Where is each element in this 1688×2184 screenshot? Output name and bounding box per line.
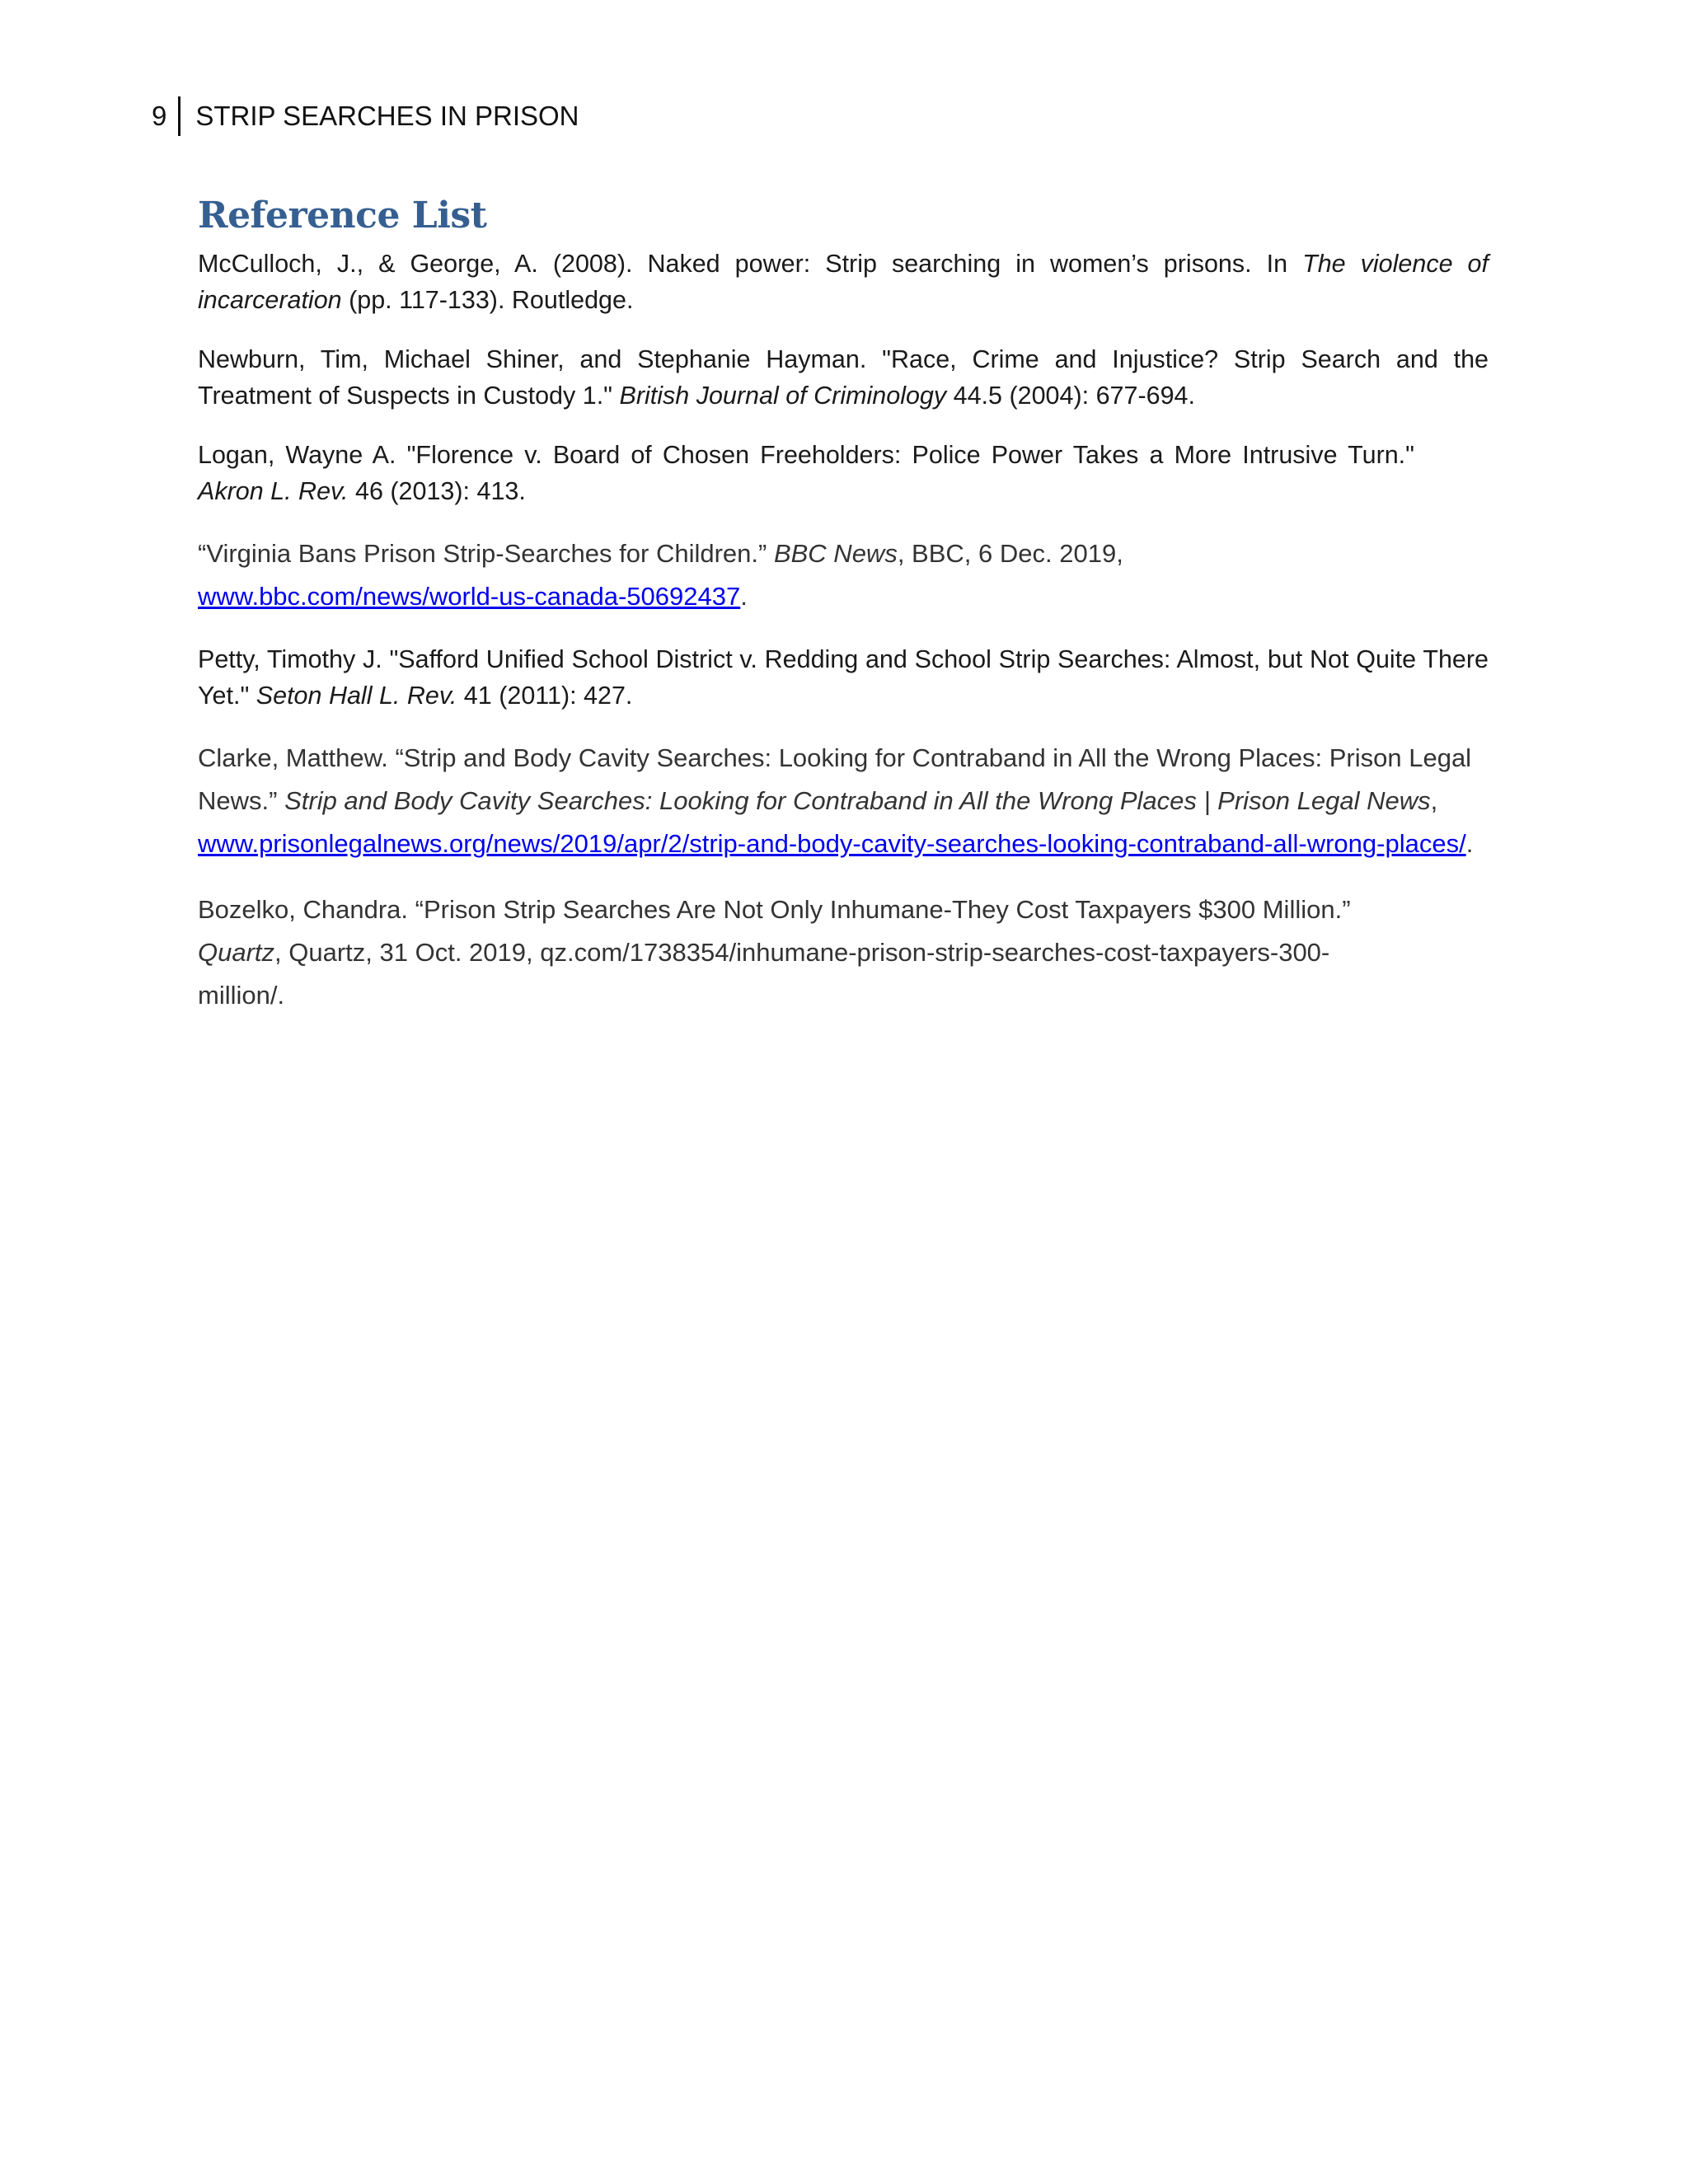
reference-link-bbc[interactable]: www.bbc.com/news/world-us-canada-50692437 [198,582,741,611]
reference-petty: Petty, Timothy J. "Safford Unified School District v. Redding and School Strip Searches: Almost, but Not Quite There Yet." Seton Hall L. Rev. 41 (2011): 427. [198,645,1489,710]
reference-logan: Logan, Wayne A. "Florence v. Board of Chosen Freeholders: Police Power Takes a More Intrusive Turn." Akron L. Rev. 46 (2013): 413. [198,441,1414,505]
reference-newburn: Newburn, Tim, Michael Shiner, and Stephanie Hayman. "Race, Crime and Injustice? Strip Search and the Treatment of Suspects in Custody 1." British Journal of Criminology 44.5 (2004): 677-694. [198,345,1489,410]
page-number: 9 [152,101,167,131]
reference-bozelko: Bozelko, Chandra. “Prison Strip Searches Are Not Only Inhumane-They Cost Taxpayers $300 Million.” Quartz, Quartz, 31 Oct. 2019, qz.com/1738354/inhumane-prison-strip-searches-cost-taxpayers-300-million/. [198,895,1351,1010]
reference-list-heading: Reference List [198,194,487,237]
reference-bbc: “Virginia Bans Prison Strip-Searches for Children.” BBC News, BBC, 6 Dec. 2019, www.bbc.com/news/world-us-canada-50692437. [198,539,1123,611]
reference-clarke: Clarke, Matthew. “Strip and Body Cavity Searches: Looking for Contraband in All the Wrong Places: Prison Legal News.” Strip and Body Cavity Searches: Looking for Contraband in All the Wrong Places | Prison Legal News, www.prisonlegalnews.org/news/2019/apr/2/strip-and-body-cavity-searches-looking-contraband-all-wrong-places/. [198,743,1474,858]
reference-journal: Akron L. Rev. [198,477,349,505]
reference-source: BBC News [773,539,898,568]
reference-title: The violence of incarceration [198,250,1489,314]
reference-link-prison-legal-news[interactable]: www.prisonlegalnews.org/news/2019/apr/2/strip-and-body-cavity-searches-looking-contraband-all-wrong-places/ [198,829,1466,858]
reference-source: Quartz [198,938,275,967]
reference-source: Strip and Body Cavity Searches: Looking for Contraband in All the Wrong Places | Prison Legal News [284,786,1431,815]
running-title: STRIP SEARCHES IN PRISON [195,101,579,131]
reference-list [198,246,1489,1040]
running-header [152,96,579,137]
reference-mcculloch: McCulloch, J., & George, A. (2008). Naked power: Strip searching in women’s prisons. In The violence of incarceration (pp. 117-133). Routledge. [198,250,1489,314]
reference-journal: British Journal of Criminology [619,382,947,410]
reference-journal: Seton Hall L. Rev. [256,682,457,710]
header-divider [178,96,181,136]
